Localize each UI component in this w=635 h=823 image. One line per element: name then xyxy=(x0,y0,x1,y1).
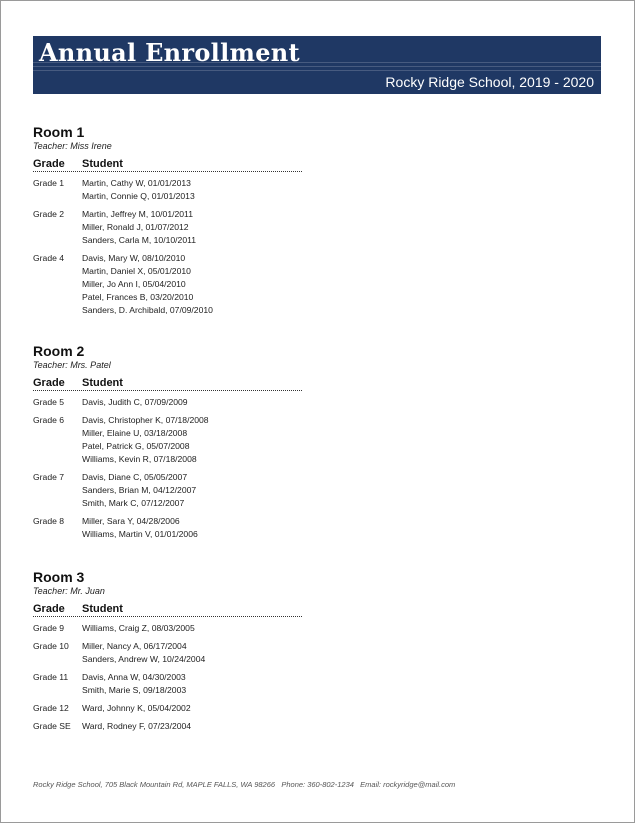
student-list xyxy=(82,252,313,317)
student-entry: Miller, Ronald J, 01/07/2012 xyxy=(82,222,189,232)
student-entry: Martin, Connie Q, 01/01/2013 xyxy=(82,191,195,201)
grade-group xyxy=(33,702,313,715)
student-list xyxy=(82,640,313,666)
student-entry: Patel, Patrick G, 05/07/2008 xyxy=(82,441,190,451)
student-entry: Martin, Jeffrey M, 10/01/2011 xyxy=(82,209,193,219)
student-list xyxy=(82,177,313,203)
grade-group xyxy=(33,671,313,697)
grade-group xyxy=(33,720,313,733)
student-entry: Ward, Johnny K, 05/04/2002 xyxy=(82,703,191,713)
grade-group xyxy=(33,515,313,541)
grade-group xyxy=(33,471,313,510)
student-entry: Miller, Jo Ann I, 05/04/2010 xyxy=(82,279,186,289)
column-header xyxy=(33,603,302,617)
student-entry: Williams, Martin V, 01/01/2006 xyxy=(82,529,198,539)
student-entry: Williams, Kevin R, 07/18/2008 xyxy=(82,454,197,464)
student-entry: Miller, Elaine U, 03/18/2008 xyxy=(82,428,188,438)
grade-group xyxy=(33,177,313,203)
footer-email: Email: rockyridge@mail.com xyxy=(360,780,456,789)
student-entry: Ward, Rodney F, 07/23/2004 xyxy=(82,721,192,731)
grade-column-header: Grade xyxy=(33,377,65,389)
student-entry: Patel, Frances B, 03/20/2010 xyxy=(82,292,194,302)
grade-column-header: Grade xyxy=(33,158,65,170)
grade-label: Grade 7 xyxy=(33,472,65,482)
student-entry: Miller, Sara Y, 04/28/2006 xyxy=(82,516,180,526)
page-footer xyxy=(33,780,455,789)
grade-label: Grade 5 xyxy=(33,397,65,407)
student-entry: Davis, Christopher K, 07/18/2008 xyxy=(82,415,209,425)
grade-label: Grade 2 xyxy=(33,209,65,219)
room-title: Room 2 xyxy=(33,343,85,359)
student-list xyxy=(82,515,313,541)
report-subtitle: Rocky Ridge School, 2019 - 2020 xyxy=(385,74,594,90)
student-column-header: Student xyxy=(82,158,123,170)
grade-group xyxy=(33,622,313,635)
student-list xyxy=(82,702,313,715)
grade-group xyxy=(33,414,313,466)
room-section xyxy=(33,124,313,317)
grade-group xyxy=(33,252,313,317)
report-banner xyxy=(33,36,601,94)
grade-label: Grade SE xyxy=(33,721,71,731)
room-title: Room 3 xyxy=(33,569,85,585)
student-entry: Smith, Marie S, 09/18/2003 xyxy=(82,685,187,695)
column-header xyxy=(33,158,302,172)
student-list xyxy=(82,720,313,733)
teacher-name: Teacher: Mr. Juan xyxy=(33,586,105,596)
student-entry: Martin, Daniel X, 05/01/2010 xyxy=(82,266,191,276)
grade-group xyxy=(33,396,313,409)
student-column-header: Student xyxy=(82,377,123,389)
student-entry: Sanders, Carla M, 10/10/2011 xyxy=(82,235,197,245)
column-header xyxy=(33,377,302,391)
footer-address: Rocky Ridge School, 705 Black Mountain Rd, MAPLE FALLS, WA 98266 xyxy=(33,780,276,789)
student-entry: Sanders, Andrew W, 10/24/2004 xyxy=(82,654,206,664)
student-column-header: Student xyxy=(82,603,123,615)
student-entry: Davis, Diane C, 05/05/2007 xyxy=(82,472,188,482)
student-list xyxy=(82,208,313,247)
student-entry: Williams, Craig Z, 08/03/2005 xyxy=(82,623,195,633)
room-section xyxy=(33,343,313,541)
grade-group xyxy=(33,640,313,666)
student-list xyxy=(82,622,313,635)
grade-label: Grade 11 xyxy=(33,672,69,682)
grade-column-header: Grade xyxy=(33,603,65,615)
student-entry: Martin, Cathy W, 01/01/2013 xyxy=(82,178,191,188)
student-entry: Davis, Mary W, 08/10/2010 xyxy=(82,253,186,263)
grade-label: Grade 9 xyxy=(33,623,65,633)
grade-label: Grade 6 xyxy=(33,415,65,425)
student-list xyxy=(82,471,313,510)
student-entry: Sanders, Brian M, 04/12/2007 xyxy=(82,485,197,495)
grade-label: Grade 8 xyxy=(33,516,65,526)
report-title: Annual Enrollment xyxy=(39,38,300,67)
student-list xyxy=(82,396,313,409)
grade-label: Grade 4 xyxy=(33,253,65,263)
room-title: Room 1 xyxy=(33,124,85,140)
banner-rule xyxy=(33,70,601,71)
grade-label: Grade 10 xyxy=(33,641,69,651)
student-list xyxy=(82,414,313,466)
teacher-name: Teacher: Mrs. Patel xyxy=(33,360,111,370)
grade-label: Grade 1 xyxy=(33,178,65,188)
student-entry: Sanders, D. Archibald, 07/09/2010 xyxy=(82,305,213,315)
student-entry: Miller, Nancy A, 06/17/2004 xyxy=(82,641,187,651)
room-section xyxy=(33,569,313,733)
teacher-name: Teacher: Miss Irene xyxy=(33,141,112,151)
student-entry: Davis, Anna W, 04/30/2003 xyxy=(82,672,186,682)
grade-label: Grade 12 xyxy=(33,703,69,713)
grade-group xyxy=(33,208,313,247)
student-list xyxy=(82,671,313,697)
student-entry: Davis, Judith C, 07/09/2009 xyxy=(82,397,188,407)
footer-phone: Phone: 360-802-1234 xyxy=(281,780,354,789)
student-entry: Smith, Mark C, 07/12/2007 xyxy=(82,498,185,508)
